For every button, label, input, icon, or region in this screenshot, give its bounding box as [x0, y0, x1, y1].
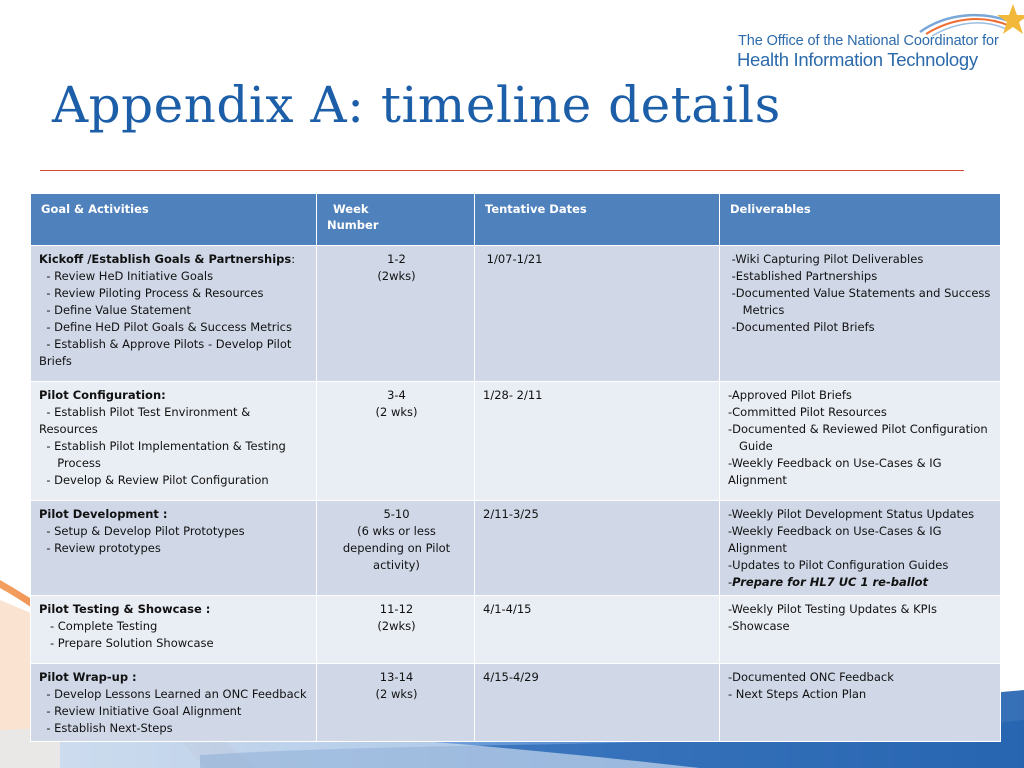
deliverables-cell	[720, 382, 1001, 501]
table-row	[31, 664, 1001, 742]
header-week	[317, 194, 475, 246]
deliverable-emphasis: Prepare for HL7 UC 1 re-ballot	[732, 575, 929, 589]
activities: - Establish Pilot Test Environment & Resources - Establish Pilot Implementation & Testing Process - Develop & Review Pilot Configuration	[39, 405, 286, 487]
table-row	[31, 501, 1001, 596]
activities: - Setup & Develop Pilot Prototypes - Review prototypes	[46, 524, 245, 555]
table-row	[31, 382, 1001, 501]
goal-cell	[31, 596, 317, 664]
week-number: 11-12	[379, 602, 414, 616]
tentative-dates: 4/1-4/15	[483, 602, 532, 616]
deliverables-text: -Weekly Pilot Development Status Updates -Weekly Feedback on Use-Cases & IG Alignment -Updates to Pilot Configuration Guides -	[728, 507, 975, 589]
goal-cell	[31, 664, 317, 742]
goal-title: Pilot Configuration:	[39, 388, 166, 402]
deliverables: -Wiki Capturing Pilot Deliverables -Established Partnerships -Documented Value Statements and Success Metrics -Documented Pilot Briefs	[731, 252, 991, 334]
week-duration: (2 wks)	[375, 687, 418, 701]
logo-line2: Health Information Technology	[737, 49, 978, 70]
goal-cell	[31, 246, 317, 382]
week-cell	[317, 596, 475, 664]
dates-cell	[475, 501, 720, 596]
deliverables	[728, 506, 994, 591]
dates-cell	[475, 596, 720, 664]
goal-title: Kickoff /Establish Goals & Partnerships	[39, 252, 292, 266]
header-deliverables: Deliverables	[720, 194, 1001, 246]
header-dates: Tentative Dates	[475, 194, 720, 246]
week-duration: (6 wks or less depending on Pilot activity)	[342, 524, 451, 572]
week-duration: (2wks)	[377, 619, 416, 633]
goal-cell	[31, 382, 317, 501]
week-duration: (2wks)	[377, 269, 416, 283]
header-week-line2: Number	[327, 218, 379, 232]
week-cell	[317, 664, 475, 742]
timeline-table	[30, 193, 1001, 742]
week-cell	[317, 382, 475, 501]
deliverables-cell	[720, 664, 1001, 742]
table-row	[31, 596, 1001, 664]
activities: - Develop Lessons Learned an ONC Feedback - Review Initiative Goal Alignment - Establish Next-Steps	[46, 687, 307, 735]
week-duration: (2 wks)	[375, 405, 418, 419]
goal-cell	[31, 501, 317, 596]
goal-title: Pilot Testing & Showcase :	[39, 602, 211, 616]
header-row	[31, 194, 1001, 246]
tentative-dates: 4/15-4/29	[483, 670, 539, 684]
activities: - Complete Testing - Prepare Solution Showcase	[49, 619, 214, 650]
deliverables-cell	[720, 501, 1001, 596]
header-week-line1: Week	[333, 202, 369, 216]
week-cell	[317, 501, 475, 596]
deliverables: -Documented ONC Feedback - Next Steps Action Plan	[728, 670, 894, 701]
deliverables-cell	[720, 246, 1001, 382]
header-goal: Goal & Activities	[31, 194, 317, 246]
slide-title: Appendix A: timeline details	[52, 76, 781, 134]
logo-line1: The Office of the National Coordinator for	[738, 33, 999, 49]
activities: - Review HeD Initiative Goals - Review Piloting Process & Resources - Define Value Statement - Define HeD Pilot Goals & Success Metrics - Establish & Approve Pilots - Develop Pilot Briefs	[39, 269, 292, 368]
dates-cell	[475, 664, 720, 742]
deliverables: -Weekly Pilot Testing Updates & KPIs -Showcase	[728, 602, 937, 633]
tentative-dates: 1/07-1/21	[483, 252, 543, 266]
goal-title: Pilot Wrap-up :	[39, 670, 137, 684]
title-divider	[40, 170, 964, 171]
week-cell	[317, 246, 475, 382]
week-number: 5-10	[383, 507, 410, 521]
goal-suffix: :	[291, 252, 296, 266]
deliverables-cell	[720, 596, 1001, 664]
tentative-dates: 1/28- 2/11	[483, 388, 543, 402]
week-number: 13-14	[379, 670, 414, 684]
goal-title: Pilot Development :	[39, 507, 168, 521]
week-number: 3-4	[387, 388, 406, 402]
tentative-dates: 2/11-3/25	[483, 507, 539, 521]
table-row	[31, 246, 1001, 382]
week-number: 1-2	[387, 252, 406, 266]
dates-cell	[475, 246, 720, 382]
dates-cell	[475, 382, 720, 501]
deliverables: -Approved Pilot Briefs -Committed Pilot Resources -Documented & Reviewed Pilot Configuration Guide -Weekly Feedback on Use-Cases & IG Alignment	[728, 388, 988, 487]
